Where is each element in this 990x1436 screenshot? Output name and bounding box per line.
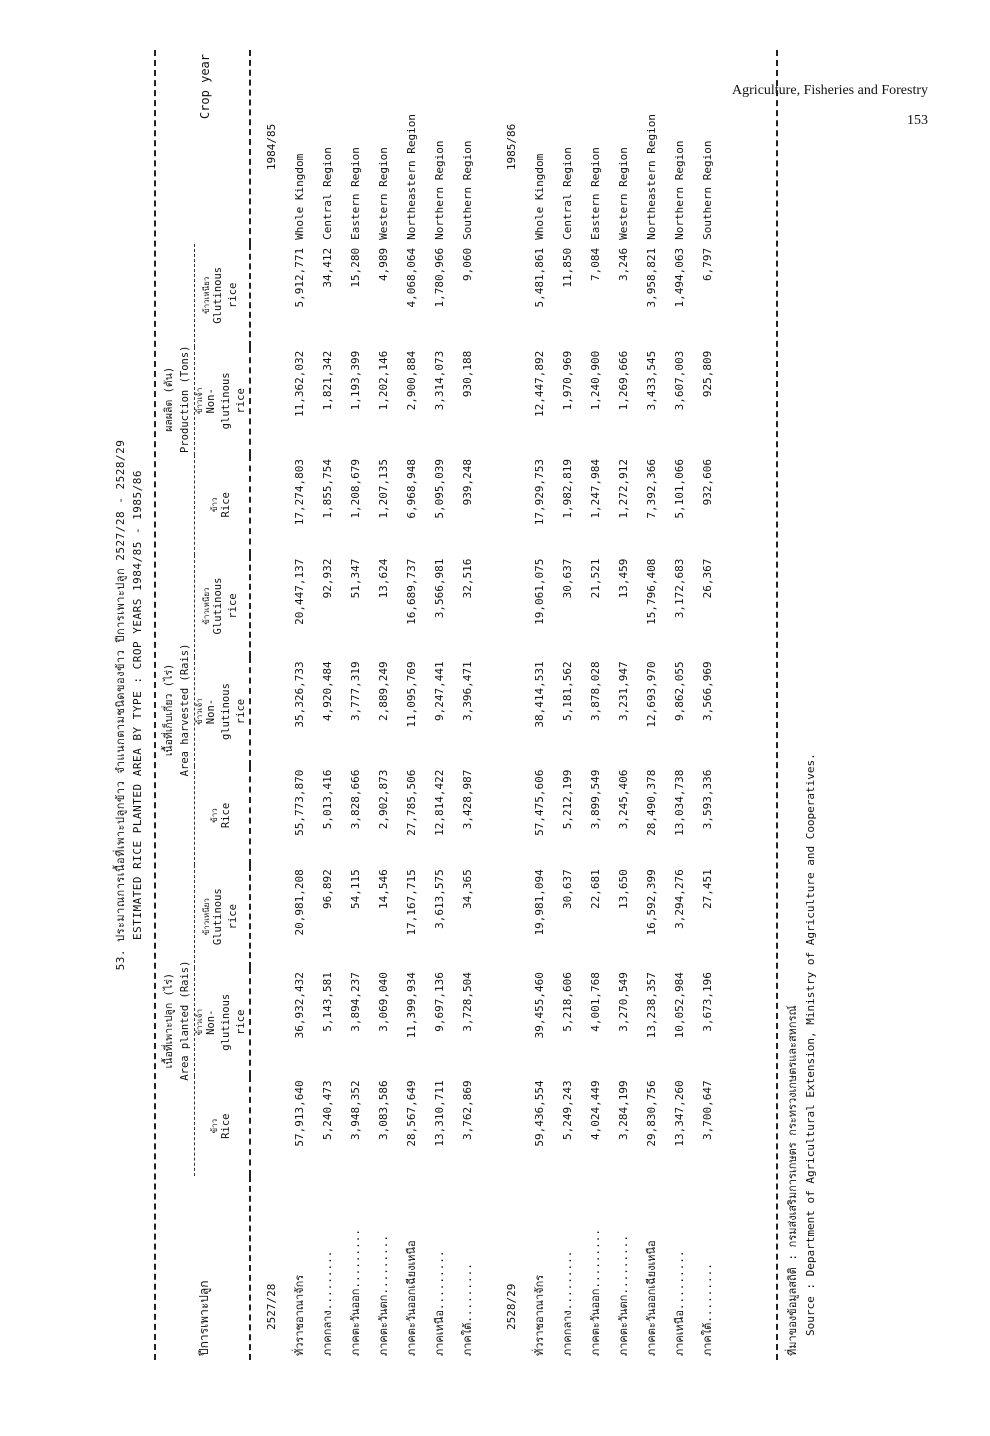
subcolumn-english-1: Non- <box>204 698 217 725</box>
value-cell: 4,001,768 <box>588 972 602 1032</box>
value-cell: 21,521 <box>588 558 602 599</box>
empty-cell <box>497 968 525 1076</box>
stub-header <box>160 1176 250 1360</box>
region-english: Southern Region <box>700 140 714 240</box>
subcolumn-thai: ข้าวเหนียว <box>202 898 211 936</box>
region-english: Northern Region <box>432 140 446 240</box>
subcolumn-thai: ข้าว <box>209 497 219 513</box>
column-group-english: Area planted (Rais) <box>179 960 191 1081</box>
subcolumn-english-2: rice <box>227 904 239 930</box>
value-cell: 38,414,531 <box>532 661 546 728</box>
value-cell: 5,013,416 <box>320 769 334 830</box>
table-row <box>425 50 453 1360</box>
value-cell: 1,970,969 <box>560 350 574 411</box>
value-cell: 5,249,243 <box>560 1080 574 1140</box>
column-group-english: Production (Tons) <box>179 345 191 453</box>
value-cell: 3,428,987 <box>460 769 474 830</box>
value-cell: 3,294,276 <box>672 869 686 929</box>
empty-cell <box>497 244 525 347</box>
table-row <box>665 50 693 1360</box>
running-head-section: Agriculture, Fisheries and Forestry <box>732 83 928 98</box>
total-row <box>285 50 313 1360</box>
subcolumn-header <box>195 766 251 866</box>
empty-cell <box>257 657 285 765</box>
empty-cell <box>497 865 525 968</box>
subcolumn-header <box>195 1076 251 1176</box>
value-cell: 3,246 <box>616 247 630 281</box>
table-header <box>160 50 257 1360</box>
subcolumn-english-1: Rice <box>219 492 232 518</box>
value-cell: 57,475,606 <box>532 769 546 836</box>
table-row <box>341 50 369 1360</box>
value-cell: 9,862,055 <box>672 661 686 722</box>
value-cell: 13,238,357 <box>644 972 658 1039</box>
subcolumn-english-1: Glutinous <box>212 888 224 946</box>
value-cell: 2,902,873 <box>376 769 390 830</box>
value-cell: 5,101,066 <box>672 458 686 519</box>
value-cell: 3,894,237 <box>348 972 362 1032</box>
value-cell: 1,193,399 <box>348 350 362 411</box>
value-cell: 1,982,819 <box>560 458 574 519</box>
empty-cell <box>257 555 285 658</box>
subcolumn-english-2: glutinous <box>219 372 232 430</box>
empty-cell <box>257 865 285 968</box>
table-row <box>553 50 581 1360</box>
year-row <box>257 50 285 1360</box>
region-thai: ทั่วราชอาณาจักร <box>533 1274 546 1356</box>
region-english: Northeastern Region <box>644 114 658 240</box>
value-cell: 6,968,948 <box>404 458 418 519</box>
value-cell: 13,034,738 <box>672 769 686 836</box>
subcolumn-thai: ข้าว <box>209 808 219 823</box>
value-cell: 3,566,969 <box>700 661 714 722</box>
region-thai: ภาคกลาง......... <box>321 1250 334 1356</box>
empty-cell <box>257 244 285 347</box>
region-thai: ภาคใต้......... <box>701 1263 714 1356</box>
value-cell: 59,436,554 <box>532 1080 546 1147</box>
table-row <box>313 50 341 1360</box>
value-cell: 34,365 <box>460 869 474 910</box>
table-row <box>609 50 637 1360</box>
spacer-cell <box>481 50 497 1360</box>
value-cell: 1,855,754 <box>320 458 334 519</box>
bottom-rule <box>776 50 778 1360</box>
value-cell: 5,143,581 <box>320 972 334 1032</box>
value-cell: 5,481,861 <box>532 247 546 308</box>
subcolumn-thai: ข้าวเจ้า <box>194 387 204 415</box>
region-english: Western Region <box>616 147 630 240</box>
empty-cell <box>257 347 285 455</box>
header-group-row <box>160 50 195 1360</box>
value-cell: 3,172,683 <box>672 558 686 619</box>
column-group-english: Area harvested (Rais) <box>179 643 191 777</box>
value-cell: 57,913,640 <box>292 1080 306 1147</box>
value-cell: 3,899,549 <box>588 769 602 830</box>
value-cell: 13,347,260 <box>672 1080 686 1147</box>
crop-year-header <box>160 50 250 244</box>
table-row <box>581 50 609 1360</box>
value-cell: 3,878,028 <box>588 661 602 722</box>
value-cell: 11,850 <box>560 247 574 288</box>
value-cell: 12,693,970 <box>644 661 658 728</box>
header-rule-row <box>250 50 257 1360</box>
table-title-thai: 53. ประมาณการเนื้อที่เพาะปลูกข้าว จำแนกตามชนิดของข้าว ปีการเพาะปลูก 2527/28 - 2528/29 <box>114 439 127 971</box>
region-thai: ภาคตะวันตก......... <box>377 1235 390 1356</box>
value-cell: 54,115 <box>348 869 362 910</box>
region-thai: ทั่วราชอาณาจักร <box>293 1274 306 1356</box>
value-cell: 3,762,869 <box>460 1080 474 1140</box>
subcolumn-thai: ข้าว <box>209 1118 219 1134</box>
value-cell: 5,181,562 <box>560 661 574 722</box>
column-group-thai: เนื้อที่เก็บเกี่ยว (ไร่) <box>163 663 175 757</box>
value-cell: 1,272,912 <box>616 458 630 519</box>
subcolumn-english-3: rice <box>234 698 247 725</box>
value-cell: 5,212,199 <box>560 769 574 830</box>
subcolumn-header <box>195 865 251 968</box>
value-cell: 1,821,342 <box>320 350 334 411</box>
value-cell: 27,451 <box>700 869 714 910</box>
subcolumn-thai: ข้าวเจ้า <box>194 698 204 725</box>
subcolumn-english-2: rice <box>227 593 239 619</box>
value-cell: 939,248 <box>460 458 474 506</box>
value-cell: 30,637 <box>560 558 574 599</box>
table-body <box>257 50 721 1360</box>
region-thai: ภาคตะวันออก......... <box>589 1228 602 1356</box>
value-cell: 7,084 <box>588 247 602 281</box>
value-cell: 34,412 <box>320 247 334 288</box>
empty-cell <box>497 455 525 555</box>
empty-cell <box>257 1076 285 1176</box>
value-cell: 14,546 <box>376 869 390 910</box>
empty-cell <box>497 657 525 765</box>
subcolumn-english-2: glutinous <box>219 993 232 1051</box>
subcolumn-thai: ข้าวเหนียว <box>202 276 211 314</box>
region-thai: ภาคใต้......... <box>461 1263 474 1356</box>
column-group-thai: ผลผลิต (ตัน) <box>163 366 175 432</box>
value-cell: 28,567,649 <box>404 1080 418 1147</box>
value-cell: 55,773,870 <box>292 769 306 836</box>
value-cell: 9,697,136 <box>432 972 446 1032</box>
region-english: Western Region <box>376 147 390 240</box>
empty-cell <box>497 766 525 866</box>
value-cell: 3,673,196 <box>700 972 714 1032</box>
subcolumn-thai: ข้าวเหนียว <box>202 587 211 625</box>
value-cell: 3,828,666 <box>348 769 362 830</box>
value-cell: 4,024,449 <box>588 1080 602 1140</box>
table-row <box>453 50 481 1360</box>
value-cell: 5,095,039 <box>432 458 446 519</box>
value-cell: 1,207,135 <box>376 458 390 519</box>
header-rule <box>250 50 257 1360</box>
value-cell: 3,083,586 <box>376 1080 390 1140</box>
value-cell: 12,447,892 <box>532 350 546 417</box>
empty-cell <box>257 968 285 1076</box>
subcolumn-header <box>195 455 251 555</box>
value-cell: 6,797 <box>700 247 714 281</box>
value-cell: 13,459 <box>616 558 630 599</box>
value-cell: 36,932,432 <box>292 972 306 1039</box>
subcolumn-header <box>195 347 251 455</box>
value-cell: 3,958,821 <box>644 247 658 308</box>
value-cell: 5,912,771 <box>292 247 306 308</box>
column-group-header <box>160 865 195 1176</box>
value-cell: 930,188 <box>460 350 474 398</box>
value-cell: 3,069,040 <box>376 972 390 1032</box>
value-cell: 26,367 <box>700 558 714 599</box>
value-cell: 17,274,803 <box>292 458 306 526</box>
value-cell: 20,981,208 <box>292 869 306 936</box>
empty-cell <box>497 555 525 658</box>
region-english: Southern Region <box>460 140 474 240</box>
stub-header-thai: ปีการเพาะปลูก <box>197 1280 211 1356</box>
region-english: Northern Region <box>672 140 686 240</box>
top-rule <box>154 50 156 1360</box>
subcolumn-header <box>195 555 251 658</box>
value-cell: 3,728,504 <box>460 972 474 1032</box>
value-cell: 1,208,679 <box>348 458 362 519</box>
value-cell: 3,270,549 <box>616 972 630 1032</box>
value-cell: 19,061,075 <box>532 558 546 625</box>
value-cell: 3,231,947 <box>616 661 630 722</box>
region-thai: ภาคตะวันตก......... <box>617 1235 630 1356</box>
value-cell: 92,932 <box>320 558 334 599</box>
subcolumn-thai: ข้าวเจ้า <box>194 1009 204 1036</box>
subcolumn-english-2: glutinous <box>219 683 232 740</box>
value-cell: 11,399,934 <box>404 972 418 1039</box>
value-cell: 12,814,422 <box>432 769 446 836</box>
table-row <box>397 50 425 1360</box>
value-cell: 9,060 <box>460 247 474 281</box>
region-thai: ภาคกลาง......... <box>561 1250 574 1356</box>
column-group-header <box>160 555 195 866</box>
value-cell: 3,613,575 <box>432 869 446 929</box>
value-cell: 27,785,506 <box>404 769 418 836</box>
value-cell: 28,490,378 <box>644 769 658 836</box>
region-english: Eastern Region <box>348 147 362 240</box>
subcolumn-header <box>195 244 251 347</box>
value-cell: 10,052,984 <box>672 972 686 1039</box>
value-cell: 1,240,900 <box>588 350 602 411</box>
value-cell: 51,347 <box>348 558 362 599</box>
value-cell: 5,218,606 <box>560 972 574 1032</box>
value-cell: 9,247,441 <box>432 661 446 722</box>
header-subcolumn-row <box>195 50 251 1360</box>
source-english: Source : Department of Agricultural Extension, Ministry of Agriculture and Cooperatives. <box>804 753 817 1336</box>
region-thai: ภาคเหนือ......... <box>673 1250 686 1356</box>
value-cell: 2,900,884 <box>404 350 418 411</box>
region-thai: ภาคเหนือ......... <box>433 1250 446 1356</box>
value-cell: 1,247,984 <box>588 458 602 519</box>
value-cell: 19,981,094 <box>532 869 546 936</box>
region-thai: ภาคตะวันออก......... <box>349 1228 362 1356</box>
table-row <box>693 50 721 1360</box>
region-english: Eastern Region <box>588 147 602 240</box>
value-cell: 11,362,032 <box>292 350 306 417</box>
subcolumn-english-1: Rice <box>219 802 232 829</box>
source-note <box>784 46 820 1360</box>
empty-cell <box>257 766 285 866</box>
value-cell: 7,392,366 <box>644 458 658 519</box>
value-cell: 3,433,545 <box>644 350 658 411</box>
subcolumn-english-1: Non- <box>204 388 217 414</box>
value-cell: 3,948,352 <box>348 1080 362 1140</box>
column-group-header <box>160 244 195 555</box>
source-thai: ที่มาของข้อมูลสถิติ : กรมส่งเสริมการเกษตร กระทรวงเกษตรและสหกรณ์ <box>786 1005 799 1356</box>
rotated-table-page <box>112 50 852 1360</box>
value-cell: 3,314,073 <box>432 350 446 411</box>
empty-cell <box>497 1076 525 1176</box>
rice-area-table <box>160 50 721 1360</box>
region-english: Central Region <box>320 147 334 240</box>
value-cell: 3,777,319 <box>348 661 362 722</box>
value-cell: 15,280 <box>348 247 362 288</box>
empty-cell <box>497 347 525 455</box>
value-cell: 32,516 <box>460 558 474 599</box>
table-title-english: ESTIMATED RICE PLANTED AREA BY TYPE : CROP YEARS 1984/85 - 1985/86 <box>131 469 144 941</box>
value-cell: 11,095,769 <box>404 661 418 728</box>
subcolumn-english-1: Glutinous <box>212 266 224 324</box>
region-thai: ภาคตะวันออกเฉียงเหนือ <box>645 1240 658 1356</box>
value-cell: 2,889,249 <box>376 661 390 722</box>
value-cell: 3,284,199 <box>616 1080 630 1140</box>
value-cell: 13,310,711 <box>432 1080 446 1147</box>
value-cell: 22,681 <box>588 869 602 910</box>
value-cell: 16,689,737 <box>404 558 418 625</box>
value-cell: 4,920,484 <box>320 661 334 722</box>
region-english: Whole Kingdom <box>292 153 306 240</box>
value-cell: 17,929,753 <box>532 458 546 526</box>
year-row <box>497 50 525 1360</box>
value-cell: 5,240,473 <box>320 1080 334 1140</box>
subcolumn-header <box>195 657 251 765</box>
region-thai: ภาคตะวันออกเฉียงเหนือ <box>405 1240 418 1356</box>
value-cell: 3,566,981 <box>432 558 446 619</box>
value-cell: 1,494,063 <box>672 247 686 308</box>
value-cell: 1,780,966 <box>432 247 446 308</box>
subcolumn-english-3: rice <box>234 1009 247 1035</box>
column-group-thai: เนื้อที่เพาะปลูก (ไร่) <box>163 972 175 1069</box>
value-cell: 15,796,408 <box>644 558 658 625</box>
year-english: 1985/86 <box>504 123 518 171</box>
value-cell: 3,593,336 <box>700 769 714 830</box>
subcolumn-english-1: Glutinous <box>212 577 224 635</box>
value-cell: 96,892 <box>320 869 334 910</box>
region-english: Northeastern Region <box>404 114 418 240</box>
value-cell: 17,167,715 <box>404 869 418 936</box>
year-english: 1984/85 <box>264 123 278 171</box>
region-english: Whole Kingdom <box>532 153 546 240</box>
empty-cell <box>257 455 285 555</box>
value-cell: 4,989 <box>376 247 390 281</box>
value-cell: 1,202,146 <box>376 350 390 411</box>
value-cell: 932,606 <box>700 458 714 506</box>
region-english: Central Region <box>560 147 574 240</box>
value-cell: 35,326,733 <box>292 661 306 728</box>
year-thai: 2527/28 <box>264 1283 278 1330</box>
value-cell: 4,068,064 <box>404 247 418 308</box>
page-number: 153 <box>907 113 928 128</box>
block-spacer <box>481 50 497 1360</box>
value-cell: 3,245,406 <box>616 769 630 830</box>
value-cell: 3,607,003 <box>672 350 686 411</box>
table-row <box>369 50 397 1360</box>
table-titles <box>112 50 146 1360</box>
value-cell: 39,455,460 <box>532 972 546 1039</box>
value-cell: 1,269,666 <box>616 350 630 411</box>
subcolumn-english-2: rice <box>227 282 239 308</box>
value-cell: 13,650 <box>616 869 630 910</box>
crop-year-label: Crop year <box>197 54 212 120</box>
value-cell: 16,592,399 <box>644 869 658 936</box>
table-row <box>637 50 665 1360</box>
value-cell: 20,447,137 <box>292 558 306 625</box>
subcolumn-header <box>195 968 251 1076</box>
subcolumn-english-1: Rice <box>219 1113 232 1139</box>
value-cell: 29,830,756 <box>644 1080 658 1147</box>
total-row <box>525 50 553 1360</box>
subcolumn-english-1: Non- <box>204 1009 217 1035</box>
value-cell: 3,700,647 <box>700 1080 714 1140</box>
subcolumn-english-3: rice <box>234 388 247 414</box>
value-cell: 30,637 <box>560 869 574 910</box>
year-thai: 2528/29 <box>504 1283 518 1330</box>
value-cell: 3,396,471 <box>460 661 474 722</box>
value-cell: 925,809 <box>700 350 714 398</box>
value-cell: 13,624 <box>376 558 390 599</box>
